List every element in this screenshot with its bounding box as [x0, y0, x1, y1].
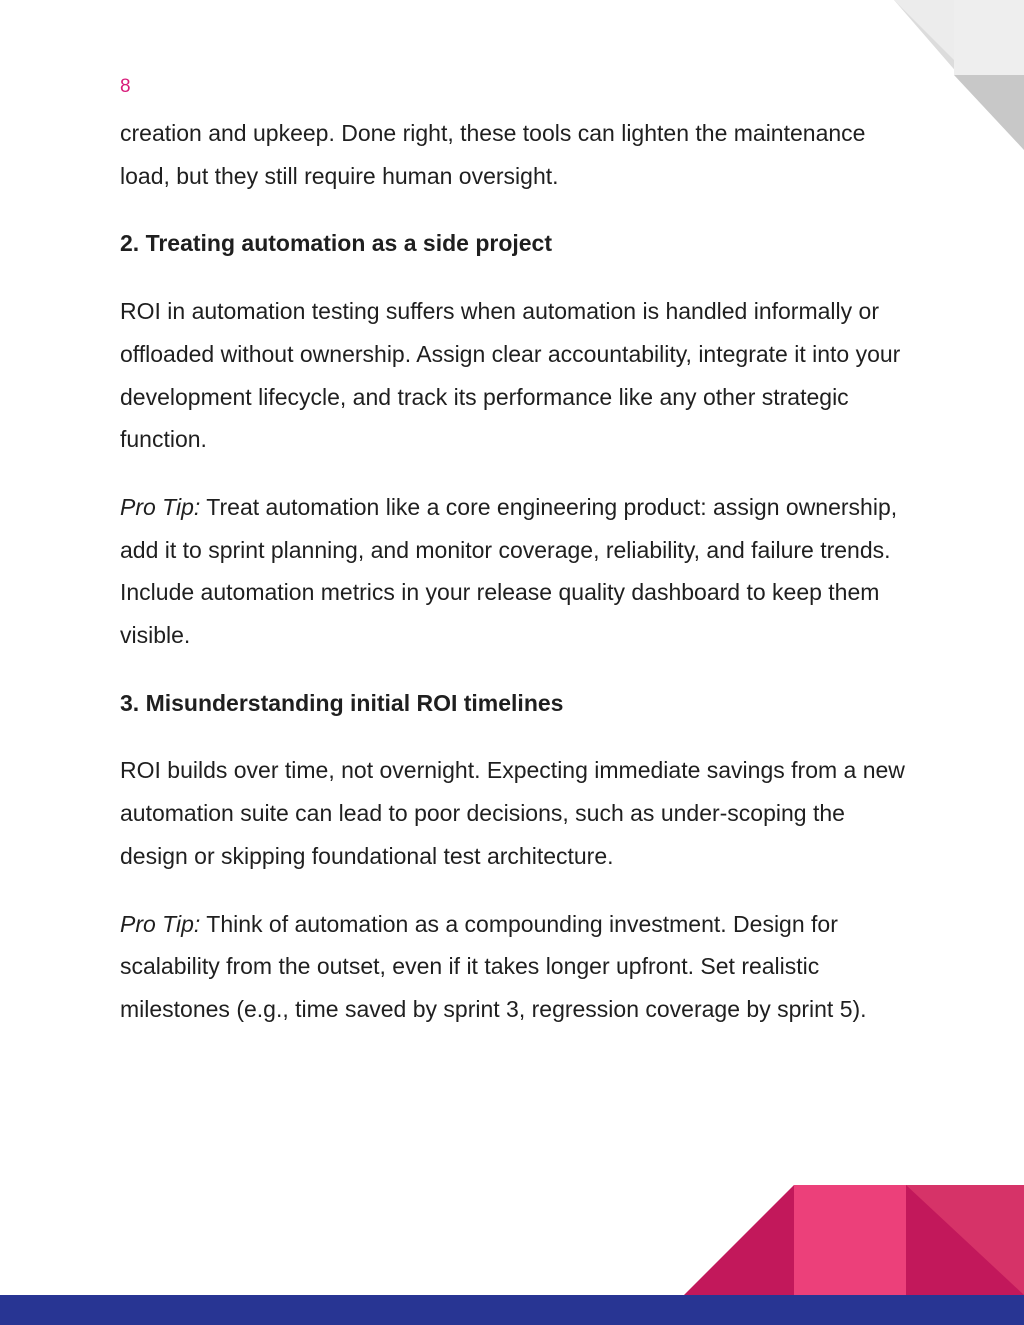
page-number: 8	[120, 76, 131, 97]
section-3-pro-tip	[120, 903, 910, 1031]
section-2-paragraph: ROI in automation testing suffers when automation is handled informally or offloaded without ownership. Assign clear accountability, integrate it into your development lifecycle, and track its performance like any other strategic function.	[120, 298, 901, 453]
pro-tip-label: Pro Tip:	[120, 493, 201, 520]
section-3-paragraph: ROI builds over time, not overnight. Expecting immediate savings from a new automation suite can lead to poor decisions, such as under-scoping the design or skipping foundational test architecture.	[120, 757, 905, 869]
footer-bar	[0, 1295, 1024, 1325]
bottom-right-corner-decoration	[684, 1185, 1024, 1295]
pro-tip-label: Pro Tip:	[120, 910, 201, 937]
section-2-heading: 2. Treating automation as a side project	[120, 230, 553, 257]
document-body	[120, 112, 910, 1056]
pro-tip-text: Think of automation as a compounding investment. Design for scalability from the outset, even if it takes longer upfront. Set realistic milestones (e.g., time saved by sprint 3, regression coverage by sprint 5).	[120, 910, 867, 1022]
section-2-pro-tip	[120, 486, 910, 657]
section-3-heading: 3. Misunderstanding initial ROI timelines	[120, 689, 564, 716]
pro-tip-text: Treat automation like a core engineering product: assign ownership, add it to sprint planning, and monitor coverage, reliability, and failure trends. Include automation metrics in your release quality dashboard to keep them visible.	[120, 493, 898, 649]
intro-continuation-paragraph: creation and upkeep. Done right, these tools can lighten the maintenance load, but they still require human oversight.	[120, 120, 866, 189]
